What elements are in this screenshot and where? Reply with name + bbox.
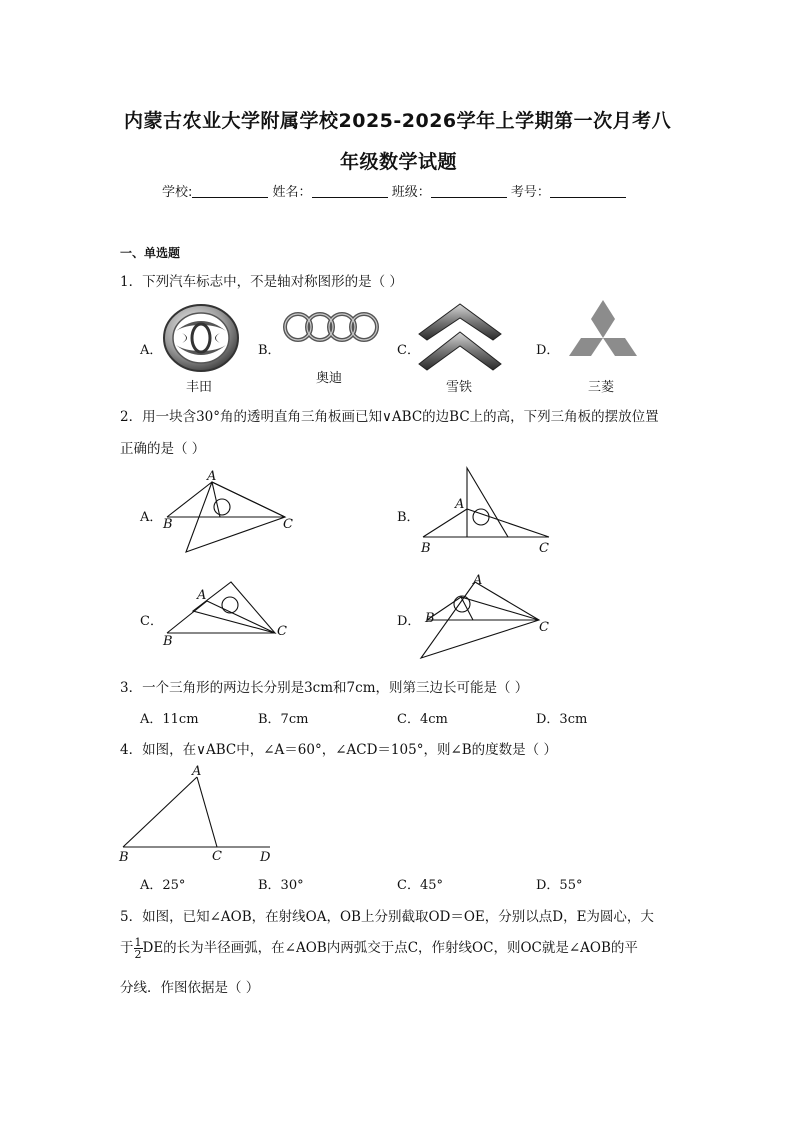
class-label: 班级：	[391, 185, 431, 200]
q2b-label-a: A	[455, 497, 465, 512]
citroen-chevron-icon	[417, 300, 503, 372]
q1-option-b-label[interactable]: B．	[258, 343, 281, 358]
q2-option-b-label[interactable]: B．	[397, 510, 420, 525]
exam-title-line2: 年级数学试题	[340, 151, 458, 173]
q5-fraction	[134, 937, 143, 960]
q2a-label-b: B	[163, 517, 173, 532]
q2-option-a-label[interactable]: A．	[140, 510, 163, 525]
q3-option-b[interactable]: B．7cm	[258, 712, 309, 727]
q4-option-a[interactable]: A．25°	[140, 878, 186, 893]
q5-stem-line2	[120, 936, 638, 960]
q3-option-d[interactable]: D．3cm	[536, 712, 588, 727]
q2-figure-a	[155, 468, 305, 558]
q4-option-b[interactable]: B．30°	[258, 878, 304, 893]
q5-line2-prefix: 于	[120, 940, 134, 956]
q4-label-d: D	[260, 850, 271, 865]
q4-label-c: C	[212, 849, 222, 864]
q1-stem: 1．下列汽车标志中，不是轴对称图形的是（ ）	[120, 274, 403, 290]
q5-stem-line3: 分线．作图依据是（ ）	[120, 980, 260, 996]
q4-stem: 4．如图，在∨ABC中，∠A＝60°，∠ACD＝105°，则∠B的度数是（ ）	[120, 742, 557, 758]
q5-line2-rest: DE的长为半径画弧，在∠AOB内两弧交于点C，作射线OC，则OC就是∠AOB的平	[142, 940, 638, 956]
section-heading: 一、单选题	[120, 246, 181, 260]
q4-label-b: B	[119, 850, 129, 865]
q1-caption-audi: 奥迪	[316, 371, 343, 386]
q4-option-d[interactable]: D．55°	[536, 878, 583, 893]
name-blank[interactable]	[312, 185, 388, 198]
q3-stem: 3．一个三角形的两边长分别是3cm和7cm，则第三边长可能是（ ）	[120, 680, 529, 696]
exam-title-line1: 内蒙古农业大学附属学校2025-2026学年上学期第一次月考八	[124, 110, 672, 132]
q2c-label-b: B	[163, 634, 173, 649]
q2b-label-b: B	[421, 541, 431, 556]
q2-option-c-label[interactable]: C．	[140, 614, 163, 629]
q2d-label-c: C	[539, 620, 549, 635]
exam-number-label: 考号：	[510, 185, 550, 200]
q2-stem-line2: 正确的是（ ）	[120, 441, 206, 457]
q2d-label-a: A	[473, 573, 483, 588]
class-blank[interactable]	[431, 185, 507, 198]
audi-rings-icon	[282, 310, 380, 344]
q2a-label-a: A	[207, 469, 217, 484]
q1-option-c-label[interactable]: C．	[397, 343, 420, 358]
q4-label-a: A	[192, 764, 202, 779]
q1-caption-toyota: 丰田	[186, 380, 213, 395]
q2c-label-a: A	[197, 588, 207, 603]
toyota-logo-icon	[162, 303, 240, 373]
q3-option-a[interactable]: A．11cm	[140, 712, 199, 727]
q1-caption-mitsubishi: 三菱	[588, 380, 615, 395]
q4-triangle-figure	[115, 760, 285, 866]
school-blank[interactable]	[192, 185, 268, 198]
q3-option-c[interactable]: C．4cm	[397, 712, 448, 727]
q1-option-a-label[interactable]: A．	[140, 343, 163, 358]
q5-frac-numerator: 1	[134, 936, 142, 949]
q2a-label-c: C	[283, 517, 293, 532]
q2-figure-b	[415, 462, 565, 558]
q1-option-d-label[interactable]: D．	[536, 343, 560, 358]
mitsubishi-diamonds-icon	[559, 300, 647, 374]
q2-figure-d	[415, 570, 565, 662]
student-info-row	[162, 181, 626, 200]
q2d-label-b: B	[425, 611, 435, 626]
school-label: 学校:	[162, 185, 193, 200]
q2c-label-c: C	[277, 624, 287, 639]
exam-number-blank[interactable]	[550, 185, 626, 198]
q2-option-d-label[interactable]: D．	[397, 614, 421, 629]
q1-caption-citroen: 雪铁	[446, 380, 473, 395]
q5-frac-denominator: 2	[134, 948, 142, 961]
q2-figure-c	[155, 575, 305, 655]
q2-stem-line1: 2．用一块含30°角的透明直角三角板画已知∨ABC的边BC上的高，下列三角板的摆放位置	[120, 409, 659, 425]
name-label: 姓名：	[272, 185, 312, 200]
q4-option-c[interactable]: C．45°	[397, 878, 443, 893]
q2b-label-c: C	[539, 541, 549, 556]
q5-stem-line1: 5．如图，已知∠AOB，在射线OA，OB上分别截取OD＝OE，分别以点D，E为圆心，大	[120, 909, 654, 925]
